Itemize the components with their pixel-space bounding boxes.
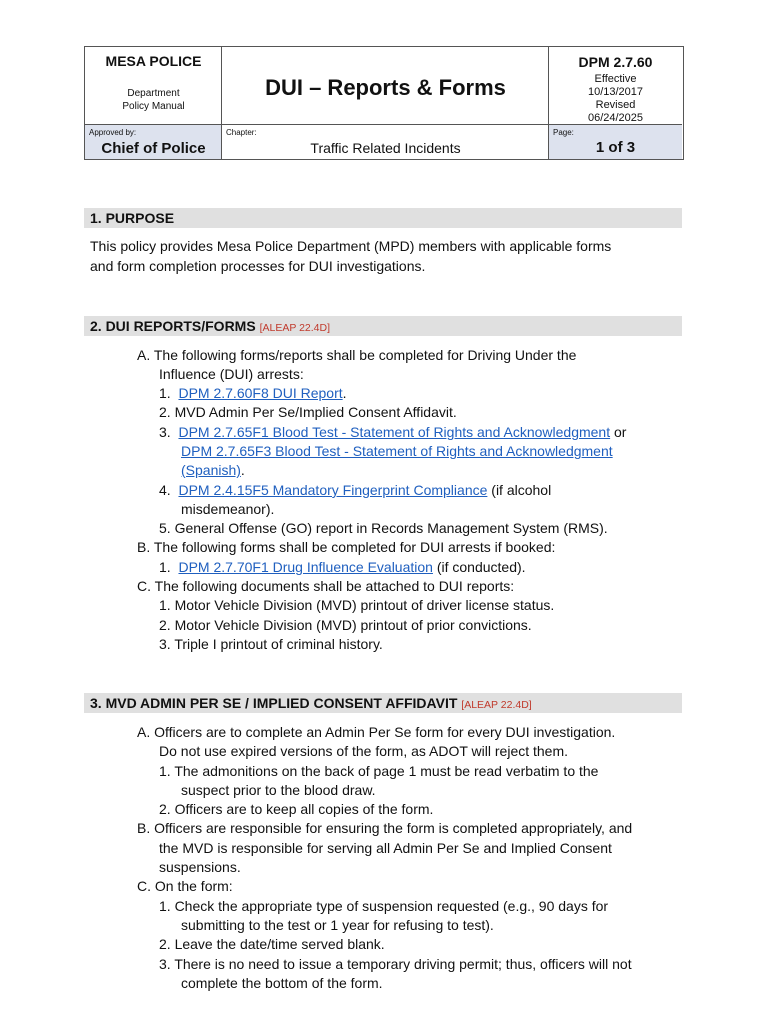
dpm-number: DPM 2.7.60	[578, 54, 653, 70]
section-3-heading	[84, 693, 682, 713]
s2-c-item-2: 2. Motor Vehicle Division (MVD) printout of prior convictions.	[159, 617, 532, 633]
dpm-cell	[549, 47, 682, 125]
dept-label	[85, 87, 222, 113]
s3-c-item-3-cont: complete the bottom of the form.	[181, 975, 383, 991]
s3-c-item-1-cont: submitting to the test or 1 year for refusing to test).	[181, 917, 494, 933]
s3-b-line-1: B. Officers are responsible for ensuring the form is completed appropriately, and	[137, 820, 633, 836]
s2-a-item-3-after: .	[240, 462, 245, 478]
s2-a-item-4-cont: misdemeanor).	[181, 501, 275, 517]
revised-label: Revised	[595, 99, 636, 111]
chapter-cell	[222, 125, 549, 159]
page-cell	[549, 125, 682, 159]
dept-line-2: Policy Manual	[122, 101, 185, 112]
s2-c-line-1: C. The following documents shall be attached to DUI reports:	[137, 578, 515, 594]
s2-a-item-2: 2. MVD Admin Per Se/Implied Consent Affidavit.	[159, 404, 457, 420]
s2-a-line-2: Influence (DUI) arrests:	[159, 366, 304, 382]
section-3-aleap: [ALEAP 22.4D]	[461, 699, 532, 711]
s2-a-item-4-after: (if alcohol	[487, 482, 552, 498]
chapter-name: Traffic Related Incidents	[310, 140, 461, 156]
s2-a-item-3	[159, 423, 626, 443]
purpose-text-1: This policy provides Mesa Police Department (MPD) members with applicable forms	[90, 238, 612, 254]
s2-a-item-4-num: 4.	[159, 482, 171, 498]
org-name: MESA POLICE	[105, 53, 202, 69]
s2-a-item-1-num: 1.	[159, 385, 171, 401]
dui-report-link[interactable]: DPM 2.7.60F8 DUI Report	[178, 385, 343, 401]
s3-b-line-3: suspensions.	[159, 859, 241, 875]
blood-test-rights-link[interactable]: DPM 2.7.65F1 Blood Test - Statement of Rights and Acknowledgment	[178, 424, 611, 440]
drug-influence-evaluation-link[interactable]: DPM 2.7.70F1 Drug Influence Evaluation	[178, 559, 433, 575]
s3-c-item-1: 1. Check the appropriate type of suspension requested (e.g., 90 days for	[159, 898, 609, 914]
section-1-heading	[84, 208, 682, 228]
s3-c-line-1: C. On the form:	[137, 878, 233, 894]
s3-a-item-2: 2. Officers are to keep all copies of the form.	[159, 801, 434, 817]
s2-a-item-4	[159, 481, 551, 501]
header-table	[84, 46, 684, 160]
s2-a-item-3-num: 3.	[159, 424, 171, 440]
s3-b-line-2: the MVD is responsible for serving all Admin Per Se and Implied Consent	[159, 840, 612, 856]
s3-c-item-3: 3. There is no need to issue a temporary driving permit; thus, officers will not	[159, 956, 632, 972]
section-2-aleap: [ALEAP 22.4D]	[259, 322, 331, 334]
fingerprint-compliance-link[interactable]: DPM 2.4.15F5 Mandatory Fingerprint Compliance	[178, 482, 488, 498]
policy-title: DUI – Reports & Forms	[265, 75, 506, 100]
blood-test-rights-spanish-link-2[interactable]: (Spanish)	[181, 462, 241, 478]
s2-a-item-5: 5. General Offense (GO) report in Records Management System (RMS).	[159, 520, 608, 536]
s2-a-item-3-or: or	[610, 424, 627, 440]
s3-a-item-1: 1. The admonitions on the back of page 1 must be read verbatim to the	[159, 763, 599, 779]
s3-a-item-1-cont: suspect prior to the blood draw.	[181, 782, 376, 798]
blood-test-rights-spanish-link[interactable]: DPM 2.7.65F3 Blood Test - Statement of Rights and Acknowledgment	[181, 443, 613, 459]
s2-b-line-1: B. The following forms shall be completed for DUI arrests if booked:	[137, 539, 556, 555]
s2-a-item-1	[159, 384, 347, 404]
s2-b-item-1-num: 1.	[159, 559, 171, 575]
effective-label: Effective	[594, 73, 637, 85]
purpose-text-2: and form completion processes for DUI investigations.	[90, 258, 426, 274]
section-1-title: 1. PURPOSE	[90, 210, 175, 226]
s3-c-item-2: 2. Leave the date/time served blank.	[159, 936, 385, 952]
s2-a-item-3-cont-2	[181, 461, 245, 481]
dept-line-1: Department	[127, 88, 180, 99]
section-2-heading	[84, 316, 682, 336]
s2-b-item-1-after: (if conducted).	[432, 559, 526, 575]
revised-date: 06/24/2025	[587, 112, 644, 124]
s3-a-line-2: Do not use expired versions of the form, as ADOT will reject them.	[159, 743, 569, 759]
s2-a-line-1: A. The following forms/reports shall be completed for Driving Under the	[137, 347, 577, 363]
section-3-title: 3. MVD ADMIN PER SE / IMPLIED CONSENT AFFIDAVIT	[90, 695, 458, 711]
approved-cell	[85, 125, 222, 159]
approved-label: Approved by:	[89, 128, 137, 137]
chapter-label: Chapter:	[226, 128, 257, 137]
section-2-title: 2. DUI REPORTS/FORMS	[90, 318, 256, 334]
s3-a-line-1: A. Officers are to complete an Admin Per Se form for every DUI investigation.	[137, 724, 616, 740]
s2-a-item-1-after: .	[342, 385, 347, 401]
effective-date: 10/13/2017	[587, 86, 644, 98]
page-number: 1 of 3	[595, 139, 636, 156]
s2-c-item-1: 1. Motor Vehicle Division (MVD) printout of driver license status.	[159, 597, 555, 613]
s2-c-item-3: 3. Triple I printout of criminal history.	[159, 636, 383, 652]
page-label: Page:	[553, 128, 574, 137]
approved-by: Chief of Police	[101, 140, 206, 157]
s2-a-item-3-cont	[181, 442, 613, 462]
s2-b-item-1	[159, 558, 526, 578]
title-cell	[222, 47, 549, 125]
org-cell	[85, 47, 222, 125]
effective-info	[549, 73, 682, 125]
